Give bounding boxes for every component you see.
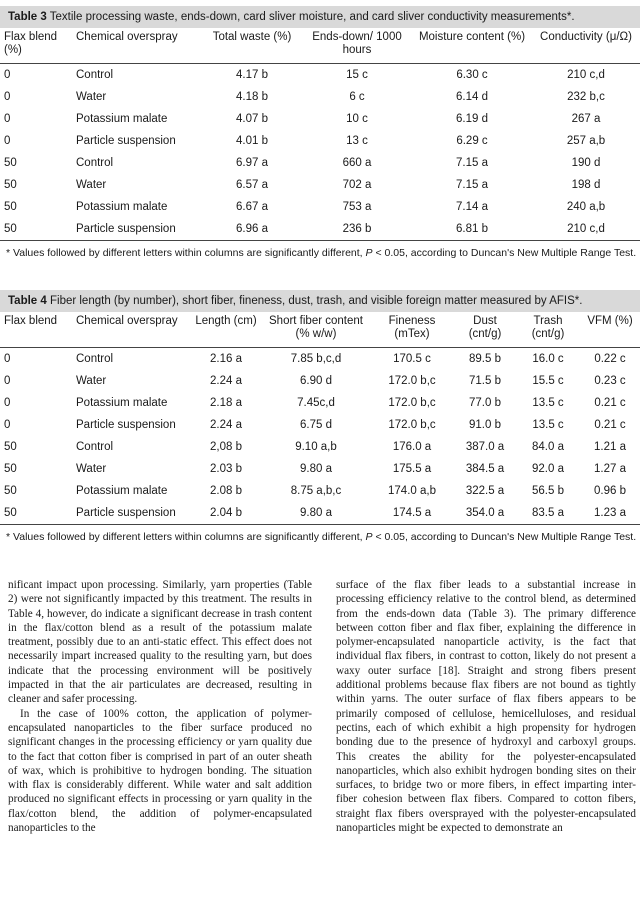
table-cell: 6.14 d bbox=[456, 91, 488, 103]
table-row bbox=[0, 392, 640, 414]
table-3-footnote: * Values followed by different letters within columns are significantly different, P < 0.05, according to Duncan's New Multiple Range Test. bbox=[6, 247, 637, 259]
table-cell: 0 bbox=[4, 91, 11, 103]
table-cell: 4.07 b bbox=[236, 113, 268, 125]
table-cell: 50 bbox=[4, 441, 17, 453]
table-row bbox=[0, 152, 640, 174]
table-4-header: Flax blend bbox=[4, 315, 58, 327]
table-3-header: Moisture content (%) bbox=[418, 31, 526, 43]
table-cell: 174.5 a bbox=[370, 502, 454, 525]
table-cell: 6.29 c bbox=[456, 135, 488, 147]
table-cell: 50 bbox=[0, 502, 72, 525]
table-cell: 7.14 a bbox=[456, 201, 488, 213]
table-cell: 6.19 d bbox=[456, 113, 488, 125]
table-cell: 1.21 a bbox=[594, 441, 626, 453]
table-4-footnote: * Values followed by different letters within columns are significantly different, P < 0.05, according to Duncan's New Multiple Range Test. bbox=[6, 531, 637, 543]
table-cell: 50 bbox=[4, 463, 17, 475]
table-cell: 6 c bbox=[349, 91, 365, 103]
table-cell: 2.24 a bbox=[210, 375, 242, 387]
table-cell: 7.15 a bbox=[456, 157, 488, 169]
table-row bbox=[0, 414, 640, 436]
table-cell: 77.0 b bbox=[469, 397, 501, 409]
table-4-label: Table 4 bbox=[8, 295, 47, 307]
table-cell: Particle suspension bbox=[72, 502, 190, 525]
table-cell: Potassium malate bbox=[76, 201, 168, 213]
table-3-header: Chemical overspray bbox=[76, 31, 178, 43]
table-cell: 0 bbox=[4, 135, 11, 147]
table-row bbox=[0, 348, 640, 371]
table-cell: 13.5 c bbox=[532, 419, 564, 431]
table-row bbox=[0, 174, 640, 196]
table-cell: 2.18 a bbox=[210, 397, 242, 409]
table-cell: 2.04 b bbox=[190, 502, 262, 525]
table-cell: 387.0 a bbox=[465, 441, 505, 453]
table-row bbox=[0, 370, 640, 392]
table-cell: 84.0 a bbox=[532, 441, 564, 453]
table-cell: 50 bbox=[4, 201, 17, 213]
table-cell: 1.27 a bbox=[594, 463, 626, 475]
table-cell: 7.45c,d bbox=[297, 397, 335, 409]
table-cell: 10 c bbox=[346, 113, 368, 125]
table-cell: 0.96 b bbox=[594, 485, 626, 497]
table-cell: 170.5 c bbox=[370, 348, 454, 371]
table-cell: 172.0 b,c bbox=[388, 397, 436, 409]
table-cell: 257 a,b bbox=[566, 135, 606, 147]
table-cell: 0.22 c bbox=[580, 348, 640, 371]
table-row bbox=[0, 480, 640, 502]
table-cell: 7.15 a bbox=[456, 179, 488, 191]
table-cell: 6.75 d bbox=[300, 419, 332, 431]
table-cell: 4.01 b bbox=[236, 135, 268, 147]
table-cell: Water bbox=[76, 179, 107, 191]
table-row bbox=[0, 218, 640, 241]
table-cell: 9.10 a,b bbox=[295, 441, 337, 453]
table-cell: 2.08 b bbox=[210, 485, 242, 497]
table-4 bbox=[0, 290, 640, 543]
table-4-caption bbox=[0, 290, 640, 312]
table-cell: 172.0 b,c bbox=[388, 375, 436, 387]
table-4-header: Dust (cnt/g) bbox=[468, 315, 502, 340]
table-cell: 354.0 a bbox=[454, 502, 516, 525]
table-row bbox=[0, 458, 640, 480]
table-cell: Potassium malate bbox=[76, 485, 168, 497]
table-cell: 4.17 b bbox=[202, 64, 302, 87]
table-row bbox=[0, 108, 640, 130]
table-cell: 702 a bbox=[342, 179, 372, 191]
table-3-label: Table 3 bbox=[8, 11, 47, 23]
table-3-caption bbox=[0, 6, 640, 28]
table-cell: 2.24 a bbox=[210, 419, 242, 431]
table-cell: 8.75 a,b,c bbox=[290, 485, 342, 497]
table-cell: 267 a bbox=[571, 113, 601, 125]
table-cell: 190 d bbox=[571, 157, 601, 169]
table-cell: 92.0 a bbox=[532, 463, 564, 475]
table-row bbox=[0, 196, 640, 218]
table-cell: 176.0 a bbox=[392, 441, 432, 453]
table-cell: 50 bbox=[4, 485, 17, 497]
table-cell: 2.16 a bbox=[190, 348, 262, 371]
table-cell: 83.5 a bbox=[516, 502, 580, 525]
table-cell: Water bbox=[76, 375, 107, 387]
table-cell: 9.80 a bbox=[262, 502, 370, 525]
table-cell: 4.18 b bbox=[236, 91, 268, 103]
table-cell: 50 bbox=[4, 179, 17, 191]
table-cell: 13 c bbox=[346, 135, 368, 147]
table-cell: 89.5 b bbox=[454, 348, 516, 371]
table-cell: 0.21 c bbox=[594, 397, 626, 409]
table-row bbox=[0, 86, 640, 108]
table-row bbox=[0, 502, 640, 525]
table-cell: 172.0 b,c bbox=[388, 419, 436, 431]
table-cell: 1.23 a bbox=[580, 502, 640, 525]
table-cell: 15 c bbox=[302, 64, 412, 87]
table-cell: 6.57 a bbox=[236, 179, 268, 191]
table-cell: Potassium malate bbox=[76, 397, 168, 409]
table-cell: 71.5 b bbox=[469, 375, 501, 387]
table-cell: 210 c,d bbox=[532, 218, 640, 241]
table-cell: 9.80 a bbox=[300, 463, 332, 475]
table-cell: 0 bbox=[0, 64, 72, 87]
table-4-title: Fiber length (by number), short fiber, fineness, dust, trash, and visible foreign matter measured by AFIS*. bbox=[49, 295, 583, 307]
table-3-header: Conductivity (μ/Ω) bbox=[540, 31, 632, 43]
table-cell: 174.0 a,b bbox=[388, 485, 436, 497]
table-4-grid bbox=[0, 312, 640, 525]
table-4-header: Fineness (mTex) bbox=[388, 315, 436, 340]
table-cell: 56.5 b bbox=[532, 485, 564, 497]
table-cell: Control bbox=[76, 157, 114, 169]
table-cell: Particle suspension bbox=[76, 419, 176, 431]
table-cell: 15.5 c bbox=[532, 375, 564, 387]
table-cell: 13.5 c bbox=[532, 397, 564, 409]
table-cell: 0.23 c bbox=[594, 375, 626, 387]
table-3-grid bbox=[0, 28, 640, 241]
table-4-header: Short fiber content (% w/w) bbox=[269, 315, 363, 340]
table-cell: 384.5 a bbox=[465, 463, 505, 475]
table-cell: 50 bbox=[0, 218, 72, 241]
body-column-left bbox=[8, 578, 312, 835]
table-row bbox=[0, 130, 640, 152]
table-3-header: Total waste (%) bbox=[212, 31, 292, 43]
table-3-header: Ends-down/ 1000 hours bbox=[312, 31, 402, 56]
table-cell: Control bbox=[72, 348, 190, 371]
table-cell: 0 bbox=[4, 375, 11, 387]
table-cell: 6.97 a bbox=[236, 157, 268, 169]
table-cell: 6.81 b bbox=[412, 218, 532, 241]
table-cell: Control bbox=[72, 64, 202, 87]
table-cell: Water bbox=[76, 463, 107, 475]
table-cell: 6.30 c bbox=[412, 64, 532, 87]
table-cell: 240 a,b bbox=[566, 201, 606, 213]
table-cell: Water bbox=[76, 91, 107, 103]
table-cell: 6.96 a bbox=[202, 218, 302, 241]
table-cell: Particle suspension bbox=[76, 135, 176, 147]
body-column-right bbox=[336, 578, 636, 835]
table-cell: 236 b bbox=[302, 218, 412, 241]
table-cell: 2,08 b bbox=[210, 441, 242, 453]
table-4-header: Length (cm) bbox=[195, 315, 257, 327]
paragraph: In the case of 100% cotton, the application of polymer-encapsulated nanoparticles to the fiber surface produced no significant changes in the processing efficiency or yarn quality due to the fact that cotton fiber is comprised in part of an outer sheath of wax, which is prohibitive to hydrogen bonding. The situation with flax is considerably different. While water and salt addition produced no significant effects in processing or yarn quality in the flax/cotton blend, the addition of polymer-encapsulated nanoparticles to the bbox=[8, 707, 312, 835]
table-cell: 322.5 a bbox=[465, 485, 505, 497]
table-cell: 6.67 a bbox=[236, 201, 268, 213]
paragraph: surface of the flax fiber leads to a substantial increase in processing efficiency relative to the control blend, as determined from the ends-down data (Table 3). The primary difference between cotton fiber and flax fiber, explaining the difference in polymer-encapsulated nanoparticle activity, is the fact that individual flax fibers, in contrast to cotton, likely do not present a waxy outer surface [18]. Straight and strong fibers present additional problems because flax fibers are not bound as tightly within yarns. The outer surface of flax fibers appears to be primarily composed of cellulose, hemicelluloses, and residual pectins, each of which exhibit a high propensity for hydrogen bonding due to the presence of hydroxyl and carboxyl groups. This creates the ability for the polyester-encapsulated nanoparticles, which also exhibit hydrogen bonding sites on their surfaces, to bridge two or more fibers, in effect imparting inter-fiber cohesion between flax fibers. Compared to cotton fibers, straight flax fibers oversprayed with the polyester-encapsulated nanoparticles might be expected to demonstrate an bbox=[336, 579, 636, 835]
table-3 bbox=[0, 6, 640, 259]
table-3-header: Flax blend (%) bbox=[4, 31, 58, 56]
table-cell: 2.03 b bbox=[210, 463, 242, 475]
table-cell: 753 a bbox=[342, 201, 372, 213]
table-4-header: Chemical overspray bbox=[76, 315, 178, 327]
table-cell: Potassium malate bbox=[76, 113, 168, 125]
table-cell: 0 bbox=[0, 348, 72, 371]
table-cell: 50 bbox=[4, 157, 17, 169]
table-cell: Particle suspension bbox=[72, 218, 202, 241]
table-cell: Control bbox=[76, 441, 114, 453]
table-row bbox=[0, 436, 640, 458]
table-cell: 232 b,c bbox=[567, 91, 605, 103]
table-3-title: Textile processing waste, ends-down, card sliver moisture, and card sliver conductivity measurements*. bbox=[49, 11, 575, 23]
table-cell: 91.0 b bbox=[469, 419, 501, 431]
table-cell: 0 bbox=[4, 419, 11, 431]
table-4-header: VFM (%) bbox=[587, 315, 633, 327]
table-cell: 175.5 a bbox=[392, 463, 432, 475]
table-cell: 7.85 b,c,d bbox=[262, 348, 370, 371]
table-cell: 0 bbox=[4, 397, 11, 409]
table-cell: 0.21 c bbox=[594, 419, 626, 431]
table-4-header: Trash (cnt/g) bbox=[531, 315, 565, 340]
paragraph: nificant impact upon processing. Similarly, yarn properties (Table 2) were not significantly impacted by this treatment. The results in Table 4, however, do indicate a significant decrease in trash content in the flax/cotton blend as a result of the potassium malate treatment, possibly due to an anti-static effect. This effect does not necessarily impart increased quality to the resulting yarn, but does indicate that the processing environment will be positively impacted in that the air particulates are decreased, resulting in cleaner and safer processing. bbox=[8, 579, 312, 706]
table-cell: 198 d bbox=[571, 179, 601, 191]
table-cell: 210 c,d bbox=[532, 64, 640, 87]
table-row bbox=[0, 64, 640, 87]
table-cell: 6.90 d bbox=[300, 375, 332, 387]
table-cell: 660 a bbox=[342, 157, 372, 169]
table-cell: 0 bbox=[4, 113, 11, 125]
table-cell: 16.0 c bbox=[516, 348, 580, 371]
